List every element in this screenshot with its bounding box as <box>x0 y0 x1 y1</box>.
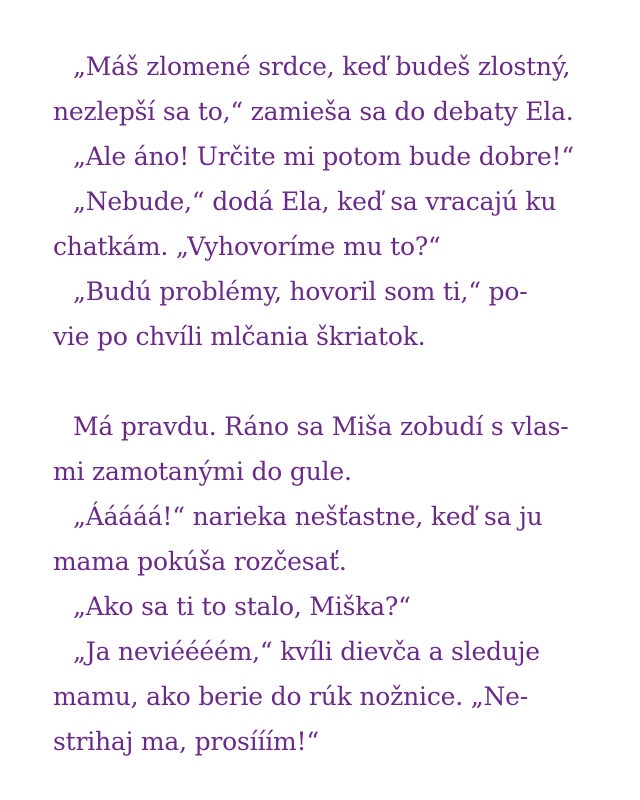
text-line: „Máš zlomené srdce, keď budeš zlostný, <box>73 52 571 81</box>
text-line: nezlepší sa to,“ zamieša sa do debaty Ela. <box>53 97 574 126</box>
text-line: mi zamotanými do gule. <box>53 457 352 486</box>
text-line: mama pokúša rozčesať. <box>53 547 347 576</box>
text-line: „Ale áno! Určite mi potom bude dobre!“ <box>73 142 574 171</box>
text-line: strihaj ma, prosííím!“ <box>53 727 319 756</box>
text-line: vie po chvíli mlčania škriatok. <box>53 322 426 351</box>
text-line: „Ááááá!“ narieka nešťastne, keď sa ju <box>73 502 543 531</box>
text-line: „Ja neviéééém,“ kvíli dievča a sleduje <box>73 637 540 666</box>
text-line: „Nebude,“ dodá Ela, keď sa vracajú ku <box>73 187 557 216</box>
text-line: Má pravdu. Ráno sa Miša zobudí s vlas- <box>73 412 569 441</box>
text-line: „Budú problémy, hovoril som ti,“ po- <box>73 277 528 306</box>
text-line: chatkám. „Vyhovoríme mu to?“ <box>53 232 441 261</box>
text-line: mamu, ako berie do rúk nožnice. „Ne- <box>53 682 528 711</box>
text-line: „Ako sa ti to stalo, Miška?“ <box>73 592 411 621</box>
